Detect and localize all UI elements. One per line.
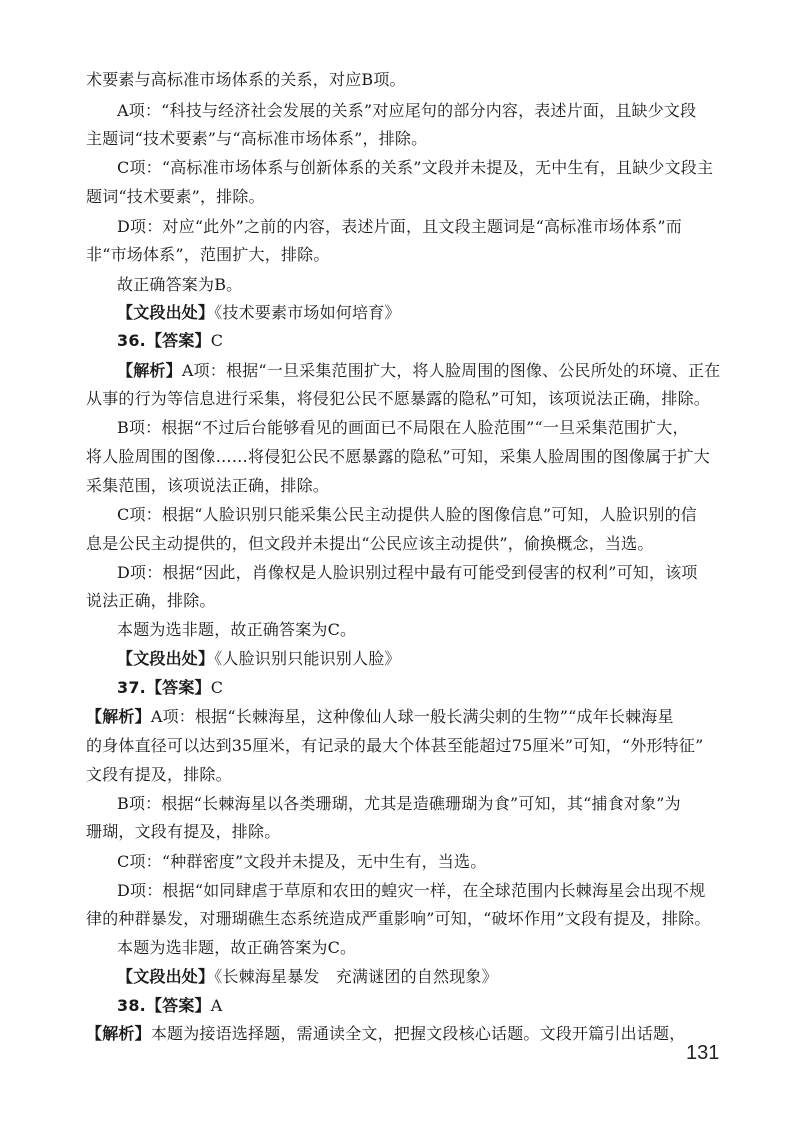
analysis-tag: 【解析】	[86, 707, 151, 726]
question-number: 37.	[117, 678, 146, 697]
answer-value: C	[210, 678, 224, 697]
text-line: 题词“技术要素”，排除。	[86, 187, 265, 206]
text-line: 文段有提及，排除。	[86, 765, 232, 784]
analysis-line	[86, 707, 674, 727]
text-line: 的身体直径可以达到35厘米，有记录的最大个体甚至能超过75厘米”可知，“外形特征”	[86, 736, 704, 755]
source-tag: 【文段出处】	[117, 967, 215, 986]
text-line: C项：根据“人脸识别只能采集公民主动提供人脸的图像信息”可知，人脸识别的信	[117, 505, 698, 524]
question-number: 36.	[117, 331, 146, 350]
text-line: 本题为接语选择题，需通读全文，把握文段核心话题。文段开篇引出话题，	[150, 1024, 686, 1043]
text-line: D项：对应“此外”之前的内容，表述片面，且文段主题词是“高标准市场体系”而	[117, 217, 682, 236]
answer-tag: 【答案】	[145, 678, 211, 697]
text-line: 将人脸周围的图像……将侵犯公民不愿暴露的隐私”可知，采集人脸周围的图像属于扩大	[86, 447, 710, 466]
text-line: A项：根据“长棘海星，这种像仙人球一般长满尖刺的生物”“成年长棘海星	[150, 707, 674, 726]
answer-tag: 【答案】	[145, 331, 211, 350]
source-title: 《技术要素市场如何培育》	[214, 303, 401, 322]
text-line: A项：“科技与经济社会发展的关系”对应尾句的部分内容，表述片面，且缺少文段	[117, 101, 697, 120]
answer-line	[117, 996, 223, 1016]
source-line	[117, 303, 401, 323]
source-title: 《人脸识别只能识别人脸》	[214, 649, 401, 668]
question-number: 38.	[117, 996, 146, 1015]
source-tag: 【文段出处】	[117, 303, 215, 322]
text-line: 术要素与高标准市场体系的关系，对应B项。	[86, 70, 406, 89]
text-line: 本题为选非题，故正确答案为C。	[117, 938, 357, 957]
text-line: 非“市场体系”，范围扩大，排除。	[86, 245, 330, 264]
source-line	[117, 967, 498, 987]
source-title: 《长棘海星暴发 充满谜团的自然现象》	[214, 967, 498, 986]
text-line: 从事的行为等信息进行采集，将侵犯公民不愿暴露的隐私”可知，该项说法正确，排除。	[86, 389, 710, 408]
analysis-tag: 【解析】	[117, 361, 182, 380]
text-line: 说法正确，排除。	[86, 591, 216, 610]
text-line: C项：“高标准市场体系与创新体系的关系”文段并未提及，无中生有，且缺少文段主	[117, 158, 714, 177]
text-line: 息是公民主动提供的，但文段并未提出“公民应该主动提供”，偷换概念，当选。	[86, 534, 654, 553]
answer-value: C	[210, 331, 224, 350]
answer-value: A	[210, 996, 223, 1015]
analysis-tag: 【解析】	[86, 1024, 151, 1043]
text-line: 珊瑚，文段有提及，排除。	[86, 822, 281, 841]
text-line: 主题词“技术要素”与“高标准市场体系”，排除。	[86, 129, 428, 148]
answer-line	[117, 678, 223, 698]
text-line: 故正确答案为B。	[117, 275, 243, 294]
page-number: 131	[686, 1042, 720, 1064]
answer-line	[117, 331, 223, 351]
text-line: A项：根据“一旦采集范围扩大，将人脸周围的图像、公民所处的环境、正在	[181, 361, 721, 380]
text-line: C项：“种群密度”文段并未提及，无中生有，当选。	[117, 852, 487, 871]
source-tag: 【文段出处】	[117, 649, 215, 668]
text-line: B项：根据“不过后台能够看见的画面已不局限在人脸范围”“一旦采集范围扩大，	[117, 418, 689, 437]
text-line: B项：根据“长棘海星以各类珊瑚，尤其是造礁珊瑚为食”可知，其“捕食对象”为	[117, 794, 681, 813]
text-line: 采集范围，该项说法正确，排除。	[86, 476, 330, 495]
analysis-line	[86, 1024, 685, 1044]
answer-tag: 【答案】	[145, 996, 211, 1015]
text-line: D项：根据“因此，肖像权是人脸识别过程中最有可能受到侵害的权利”可知，该项	[117, 563, 698, 582]
text-line: 本题为选非题，故正确答案为C。	[117, 620, 357, 639]
text-line: 律的种群暴发，对珊瑚礁生态系统造成严重影响”可知，“破坏作用”文段有提及，排除。	[86, 909, 711, 928]
analysis-line	[117, 361, 720, 381]
text-line: D项：根据“如同肆虐于草原和农田的蝗灾一样，在全球范围内长棘海星会出现不规	[117, 881, 706, 900]
source-line	[117, 649, 401, 669]
